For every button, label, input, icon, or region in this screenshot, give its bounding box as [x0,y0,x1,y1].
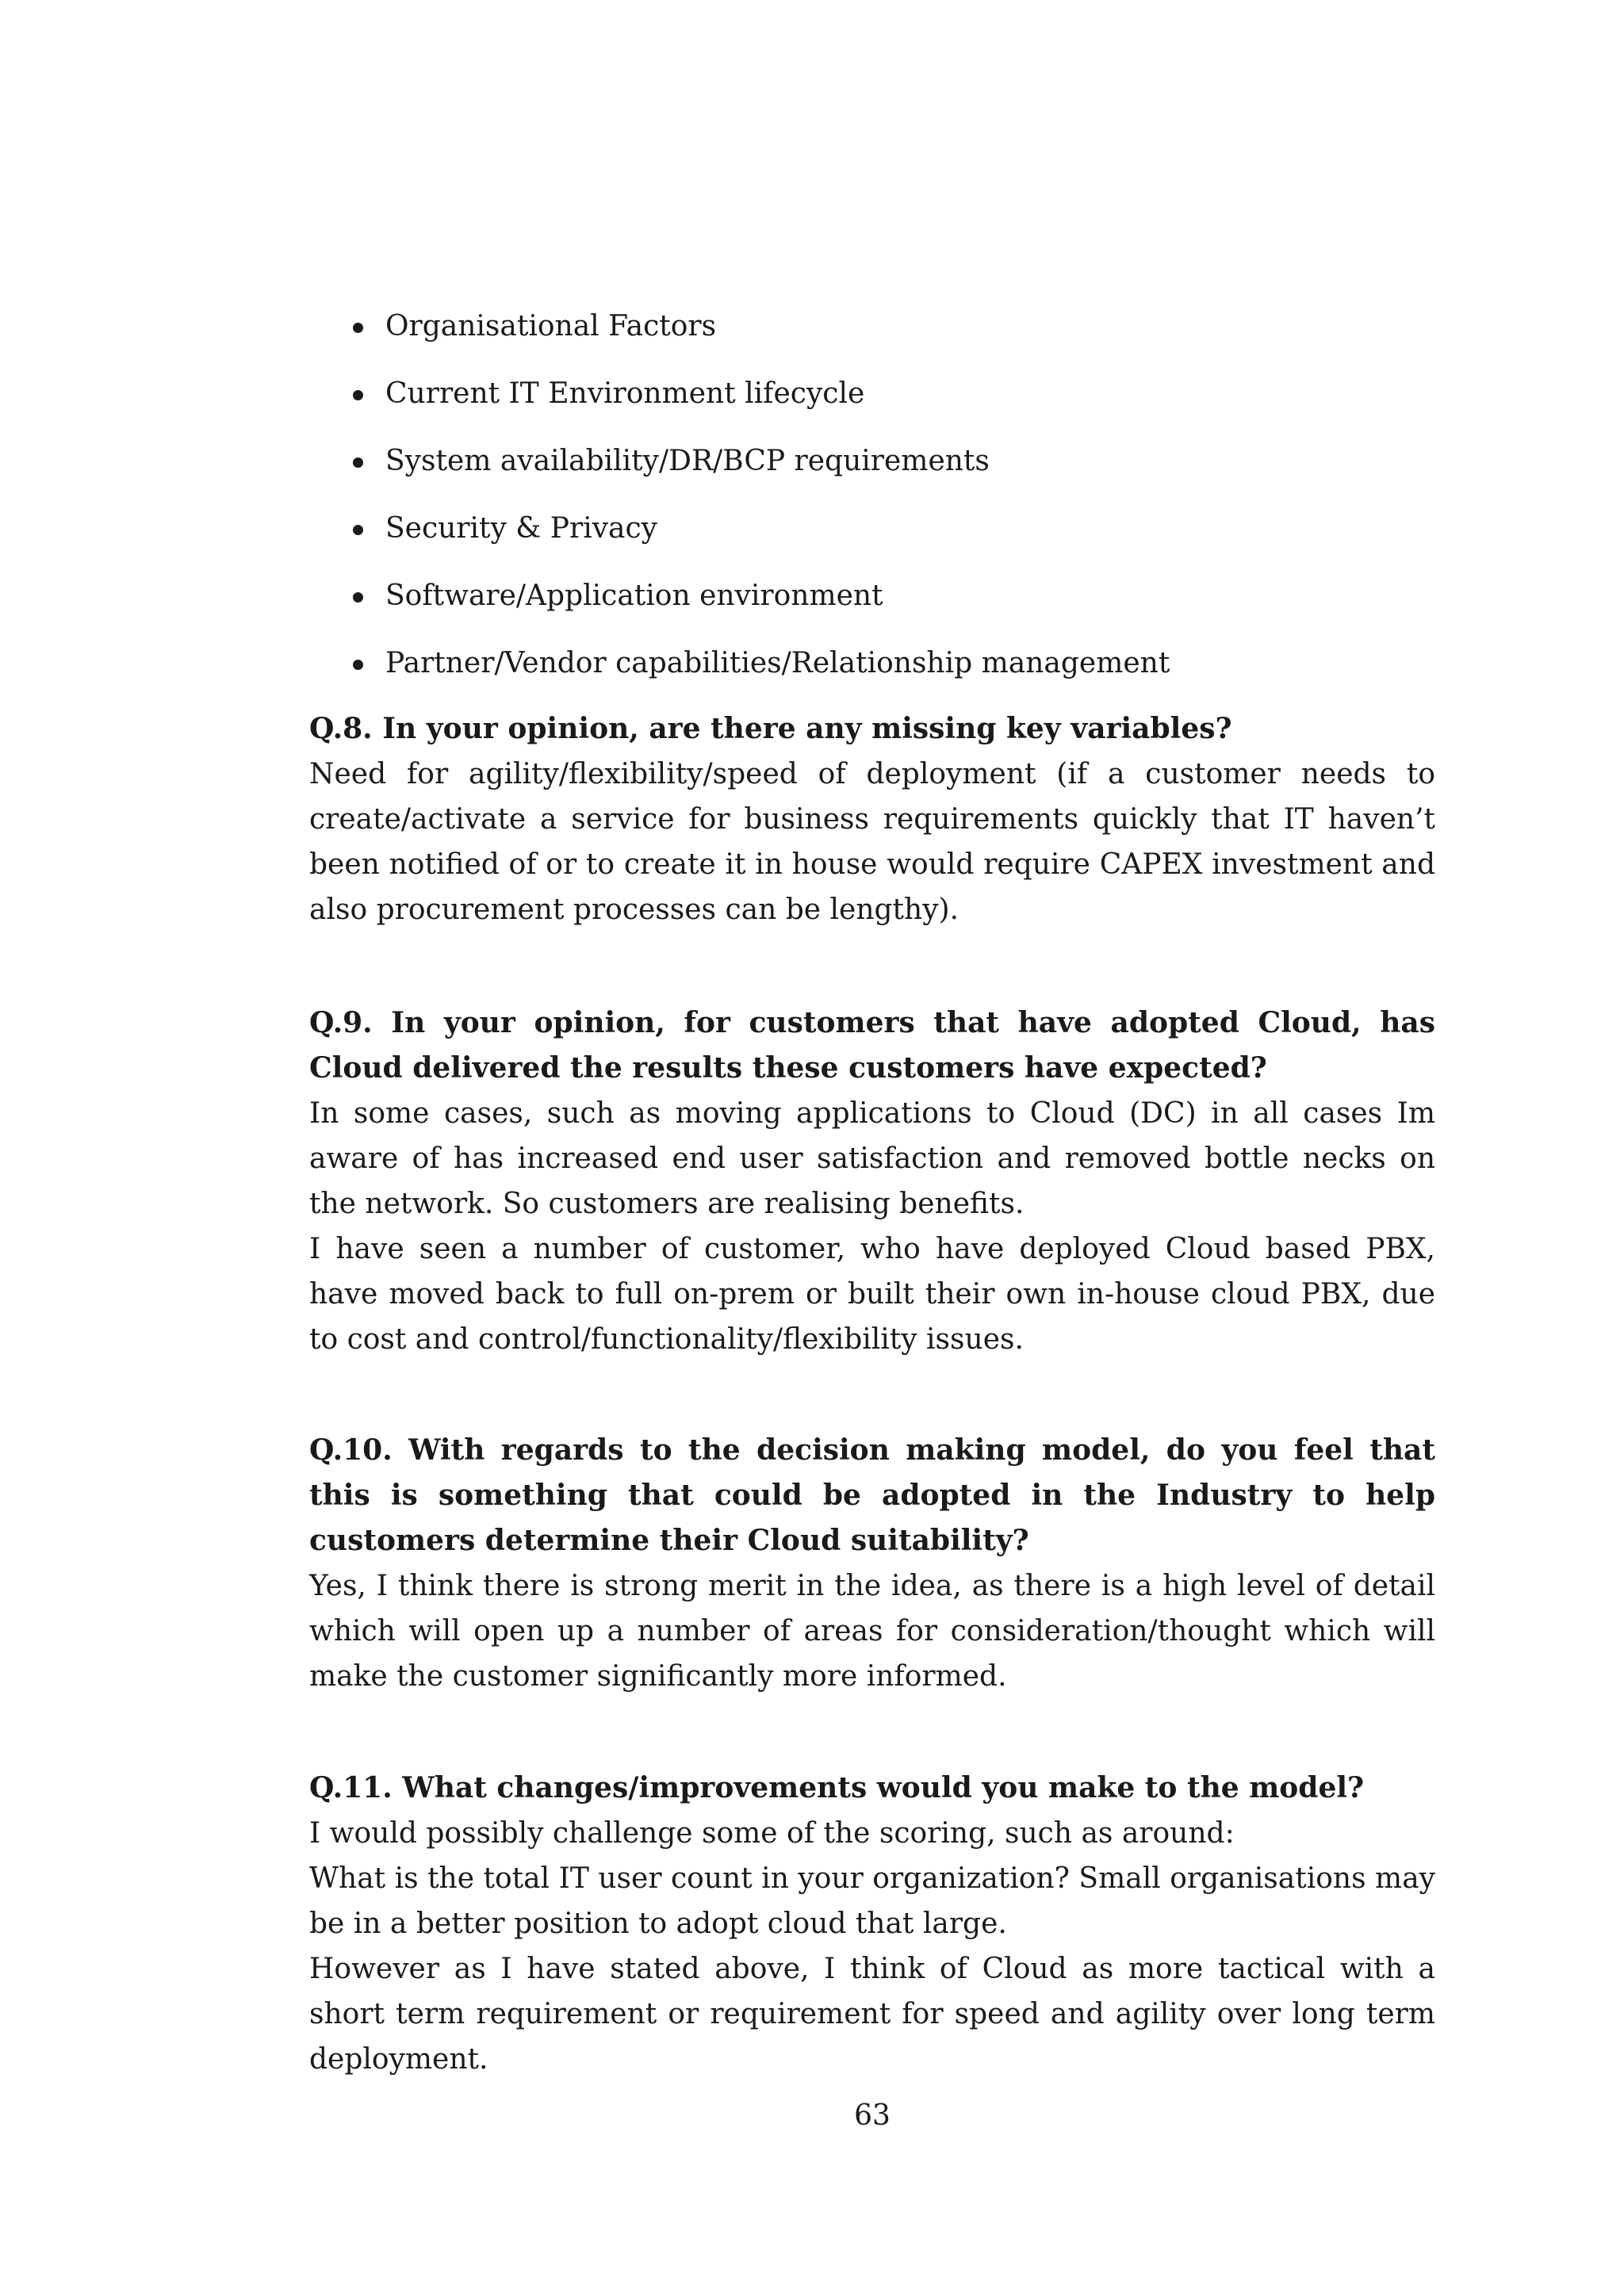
document-page [309,0,1435,2296]
list-item-text: Security & Privacy [385,512,658,545]
list-item [309,300,1435,367]
question-11-answer-paragraph-2: What is the total IT user count in your organization? Small organisations may be in a better position to adopt cloud that large. [309,1862,1435,1940]
list-item-text: Current IT Environment lifecycle [385,377,865,410]
question-9-answer-paragraph-2: I have seen a number of customer, who have deployed Cloud based PBX, have moved back to full on-prem or built their own in-house cloud PBX, due to cost and control/functionality/flexibility issues. [309,1233,1435,1356]
list-item [309,502,1435,569]
list-item-text: Software/Application environment [385,580,883,612]
question-11-section [309,1766,1435,2082]
question-11-answer-paragraph-1: I would possibly challenge some of the scoring, such as around: [309,1817,1235,1850]
list-item-text: System availability/DR/BCP requirements [385,445,990,477]
list-item [309,434,1435,502]
bullet-icon [353,457,363,468]
factor-list [309,300,1435,704]
list-item-text: Organisational Factors [385,310,717,342]
question-11-answer-paragraph-3: However as I have stated above, I think of Cloud as more tactical with a short term requirement or requirement for speed and agility over long term deployment. [309,1953,1435,2076]
list-item [309,637,1435,704]
page-number: 63 [854,2099,891,2132]
bullet-icon [353,323,363,333]
bullet-icon [353,660,363,670]
question-9-section [309,1001,1435,1362]
bullet-icon [353,592,363,603]
question-8-answer: Need for agility/flexibility/speed of deployment (if a customer needs to create/activate a service for business requirements quickly that IT haven’t been notified of or to create it in house would require CAPEX investment and also procurement processes can be lengthy). [309,758,1435,926]
question-11-heading: Q.11. What changes/improvements would you make to the model? [309,1771,1365,1804]
bullet-icon [353,390,363,400]
question-9-answer-paragraph-1: In some cases, such as moving applications to Cloud (DC) in all cases Im aware of has increased end user satisfaction and removed bottle necks on the network. So customers are realising benefits. [309,1097,1435,1220]
question-9-heading: Q.9. In your opinion, for customers that have adopted Cloud, has Cloud delivered the results these customers have expected? [309,1006,1435,1085]
question-10-answer: Yes, I think there is strong merit in the idea, as there is a high level of detail which will open up a number of areas for consideration/thought which will make the customer significantly more informed. [309,1570,1435,1693]
question-8-heading: Q.8. In your opinion, are there any missing key variables? [309,712,1232,745]
bullet-icon [353,525,363,535]
list-item-text: Partner/Vendor capabilities/Relationship management [385,647,1170,679]
question-10-heading: Q.10. With regards to the decision making model, do you feel that this is something that could be adopted in the Industry to help customers determine their Cloud suitability? [309,1433,1435,1557]
list-item [309,367,1435,434]
question-10-section [309,1428,1435,1699]
question-8-section [309,706,1435,932]
list-item [309,569,1435,637]
